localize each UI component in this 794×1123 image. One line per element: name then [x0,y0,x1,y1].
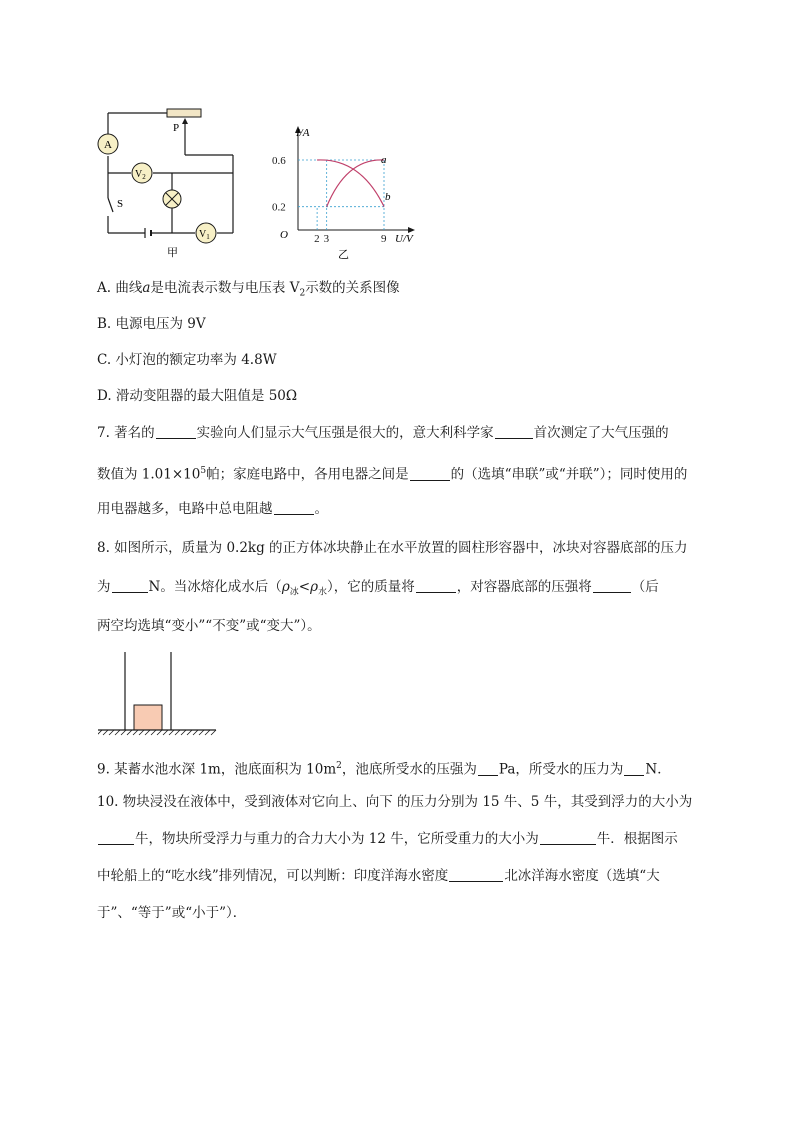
x-tick-label: 3 [323,233,330,245]
answer-blank[interactable] [540,831,596,845]
curve-a-label: a [381,154,387,166]
answer-blank[interactable] [112,579,148,593]
option-d: D. 滑动变阻器的最大阻值是 50Ω [97,388,298,404]
ice-container-figure [98,650,218,736]
x-tick-label: 2 [314,233,320,245]
y-tick-label: 0.2 [272,201,286,214]
q8-line-2: 为 N。当冰熔化成水后$(\rho_冰<\rho_水)$，它的质量将 ，对容器底部的压强将 （后 [97,579,659,598]
option-a: A. 曲线a是电流表示数与电压表 $V_2$示数的关系图像 [97,280,400,299]
rheostat [167,109,201,117]
x-tick-label: 9 [381,233,387,245]
q8-line-3: 两空均选填“变小”“不变”或“变大”）。 [97,618,321,634]
q10-line-2: 牛，物块所受浮力与重力的合力大小为 12 牛，它所受重力的大小为 牛．根据图示 [97,830,678,848]
q8-line-1: 8. 如图所示，质量为 0.2kg 的正方体冰块静止在水平放置的圆柱形容器中，冰块对容器底部的压力 [97,540,688,556]
origin-label: O [280,229,288,241]
answer-blank[interactable] [478,762,498,776]
ice-cube [134,705,162,730]
slider-arrow [182,118,188,124]
caption-jia: 甲 [167,247,178,258]
curve-a [327,160,384,207]
x-axis-label: U/V [395,233,413,245]
answer-blank[interactable] [416,579,456,593]
svg-text:V2: $V_2$ [135,169,146,181]
answer-blank[interactable] [495,425,533,439]
q7-line-1: 7. 著名的 实验向人们显示大气压强是很大的，意大利科学家 首次测定了大气压强的 [97,425,669,441]
svg-text:A: A [104,139,112,151]
y-tick-label: 0.6 [272,155,286,167]
slider-label: P [173,122,180,134]
q10-line-4: 于”、“等于”或“小于”）． [97,905,247,921]
caption-yi: 乙 [338,249,349,260]
answer-blank[interactable] [449,868,503,882]
answer-blank[interactable] [98,831,134,845]
y-axis-label: I/A [296,127,310,139]
svg-text:V1: $V_1$ [199,229,210,241]
q10-line-1: 10. 物块浸没在液体中，受到液体对它向上、向下 的压力分别为 15 牛、5 牛，其受到浮力的大小为 [97,794,693,810]
curve-b [317,160,384,207]
circuit-diagram-jia [95,108,245,258]
q7-line-2: 数值为 $1.01\times 10^5$帕；家庭电路中，各用电器之间是 的（选填“串联”或“并联”）；同时使用的 [97,466,688,483]
q9-line: 9. 某蓄水池水深 1m，池底面积为 $10m^2$，池底所受水的压强为 Pa，所受水的压力为 N． [97,761,671,778]
q7-line-3: 用电器越多，电路中总电阻越 。 [97,501,328,517]
answer-blank[interactable] [410,467,450,481]
answer-blank[interactable] [274,501,314,515]
answer-blank[interactable] [156,425,196,439]
answer-blank[interactable] [593,579,631,593]
option-c: C. 小灯泡的额定功率为 4.8W [97,352,277,368]
graph-yi [268,124,428,260]
curve-b-label: b [385,191,391,203]
answer-blank[interactable] [624,762,644,776]
q10-line-3: 中轮船上的“吃水线”排列情况，可以判断：印度洋海水密度 北冰洋海水密度（选填“大 [97,868,660,884]
option-b: B. 电源电压为 9V [97,316,206,332]
switch-label: S [117,198,124,210]
